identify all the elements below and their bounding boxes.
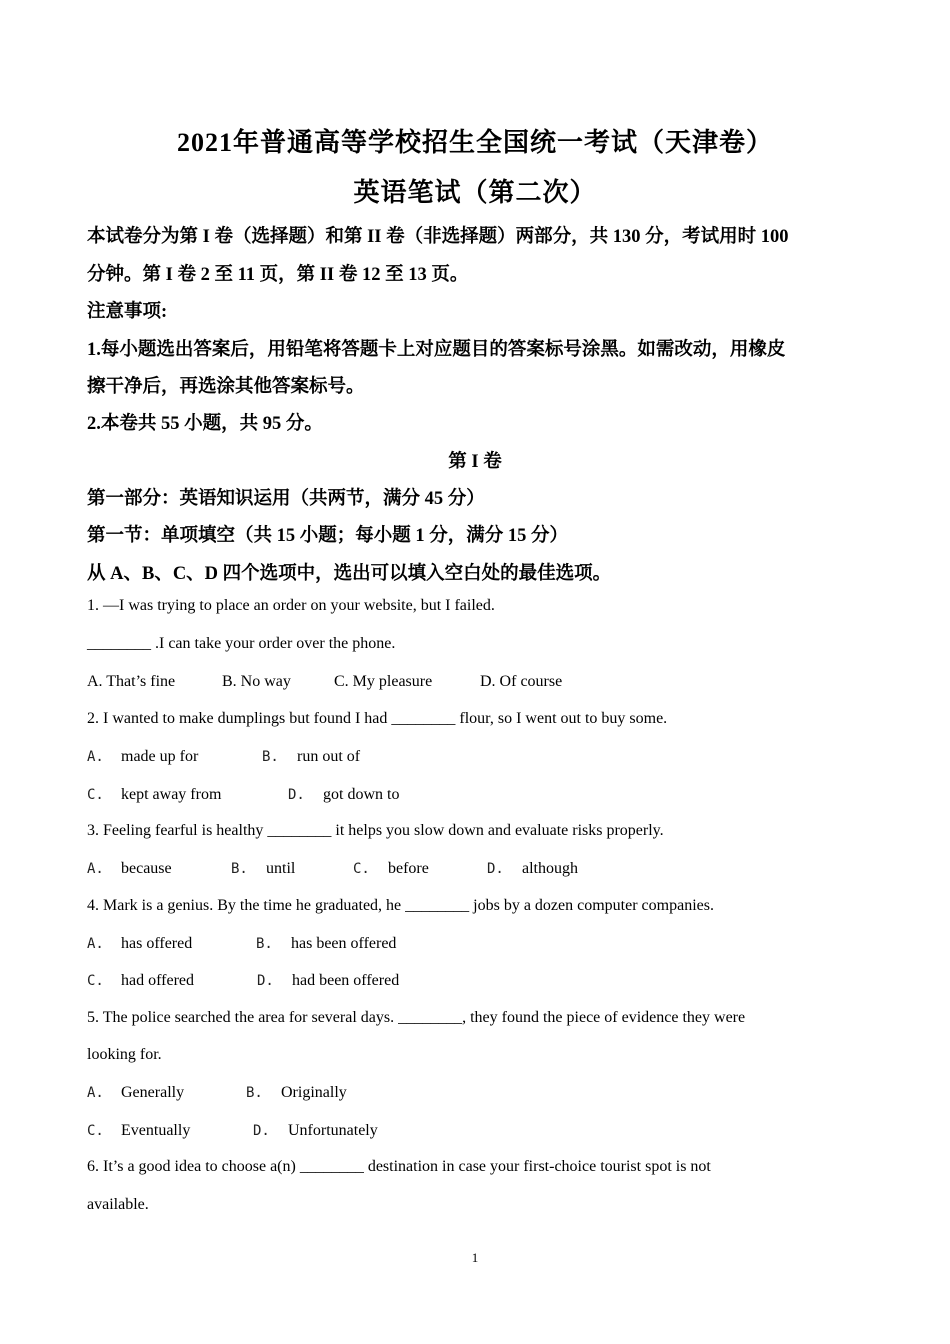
question-1-line-1: 1. —I was trying to place an order on your website, but I failed. <box>87 597 495 614</box>
section-heading: 第一节：单项填空（共 15 小题；每小题 1 分，满分 15 分） <box>87 526 569 546</box>
question-4-label-d: D. <box>257 973 274 989</box>
part-heading: 第一部分：英语知识运用（共两节，满分 45 分） <box>87 489 485 509</box>
question-5-line-2: looking for. <box>87 1046 162 1063</box>
question-3-stem: 3. Feeling fearful is healthy ________ it helps you slow down and evaluate risks properly. <box>87 822 664 839</box>
question-2-option-d: got down to <box>323 786 400 803</box>
question-5-option-a: Generally <box>121 1084 185 1101</box>
exam-subtitle: 英语笔试（第二次） <box>353 178 597 207</box>
question-6-line-2: available. <box>87 1196 149 1213</box>
page-number: 1 <box>471 1250 479 1265</box>
question-4-label-a: A. <box>87 936 104 952</box>
question-5-label-d: D. <box>253 1123 270 1139</box>
question-3-option-d: although <box>522 860 578 877</box>
question-2-label-b: B. <box>262 749 279 765</box>
question-3-label-d: D. <box>487 861 504 877</box>
question-4-option-b: has been offered <box>291 935 397 952</box>
exam-title: 2021年普通高等学校招生全国统一考试（天津卷） <box>176 128 773 157</box>
question-2-label-d: D. <box>288 787 305 803</box>
question-2-option-a: made up for <box>121 748 199 765</box>
question-4-stem: 4. Mark is a genius. By the time he graduated, he ________ jobs by a dozen computer companies. <box>87 897 714 914</box>
question-4-option-d: had been offered <box>292 972 400 989</box>
question-2-label-a: A. <box>87 749 104 765</box>
instruction: 从 A、B、C、D 四个选项中，选出可以填入空白处的最佳选项。 <box>87 564 612 584</box>
question-3-label-b: B. <box>231 861 248 877</box>
question-6-line-1: 6. It’s a good idea to choose a(n) ________ destination in case your first-choice tourist spot is not <box>87 1158 711 1175</box>
question-3-option-b: until <box>266 860 296 877</box>
note-line-3: 2.本卷共 55 小题，共 95 分。 <box>87 414 323 434</box>
question-2-stem: 2. I wanted to make dumplings but found I had ________ flour, so I went out to buy some. <box>87 710 668 727</box>
note-line-2: 擦干净后，再选涂其他答案标号。 <box>87 377 365 397</box>
question-5-option-c: Eventually <box>121 1122 191 1139</box>
question-5-line-1: 5. The police searched the area for several days. ________, they found the piece of evidence they were <box>87 1009 746 1026</box>
question-3-label-c: C. <box>353 861 370 877</box>
note-line-1: 1.每小题选出答案后，用铅笔将答题卡上对应题目的答案标号涂黑。如需改动，用橡皮 <box>87 340 786 360</box>
question-3-option-c: before <box>388 860 429 877</box>
question-4-label-b: B. <box>256 936 273 952</box>
question-4-option-a: has offered <box>121 935 193 952</box>
question-2-option-b: run out of <box>297 748 361 765</box>
question-3-option-a: because <box>121 860 172 877</box>
question-2-label-c: C. <box>87 787 104 803</box>
question-1-option-c: C. My pleasure <box>334 673 433 690</box>
intro-line-2: 分钟。第 I 卷 2 至 11 页，第 II 卷 12 至 13 页。 <box>87 265 469 285</box>
question-5-option-d: Unfortunately <box>288 1122 378 1139</box>
question-3-label-a: A. <box>87 861 104 877</box>
question-5-label-c: C. <box>87 1123 104 1139</box>
question-1-option-a: A. That’s fine <box>87 673 176 690</box>
question-5-label-b: B. <box>246 1085 263 1101</box>
volume-heading: 第 I 卷 <box>448 452 502 472</box>
question-5-label-a: A. <box>87 1085 104 1101</box>
question-1-option-b: B. No way <box>222 673 291 690</box>
question-1-line-2: ________ .I can take your order over the phone. <box>87 635 396 652</box>
intro-line-1: 本试卷分为第 I 卷（选择题）和第 II 卷（非选择题）两部分，共 130 分，考试用时 100 <box>87 227 789 247</box>
question-1-option-d: D. Of course <box>480 673 563 690</box>
question-2-option-c: kept away from <box>121 786 222 803</box>
question-4-option-c: had offered <box>121 972 194 989</box>
question-5-option-b: Originally <box>281 1084 347 1101</box>
notes-heading: 注意事项: <box>87 302 168 322</box>
question-4-label-c: C. <box>87 973 104 989</box>
